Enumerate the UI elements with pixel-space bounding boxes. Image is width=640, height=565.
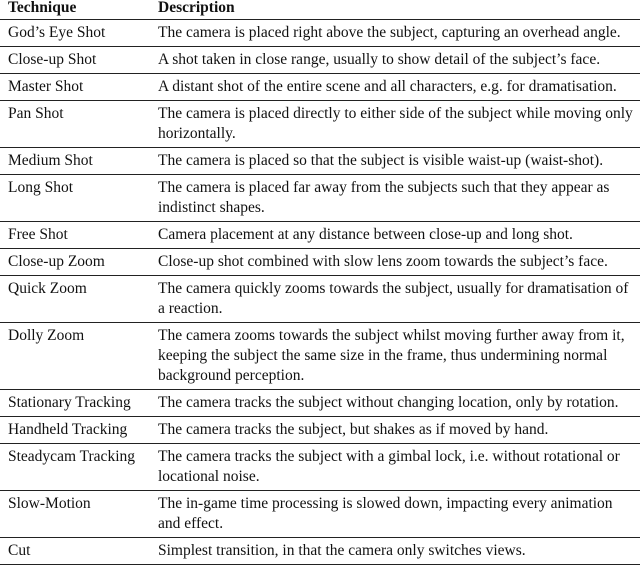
table-row	[0, 148, 640, 175]
description-cell: The camera is placed right above the subject, capturing an overhead angle.	[152, 20, 640, 47]
technique-cell: Pan Shot	[0, 101, 152, 148]
description-cell: The camera tracks the subject, but shakes as if moved by hand.	[152, 417, 640, 444]
technique-cell: Close-up Shot	[0, 47, 152, 74]
description-cell: A distant shot of the entire scene and all characters, e.g. for dramatisation.	[152, 74, 640, 101]
technique-cell: Quick Zoom	[0, 276, 152, 323]
table-row	[0, 444, 640, 491]
technique-cell: Medium Shot	[0, 148, 152, 175]
technique-cell: Handheld Tracking	[0, 417, 152, 444]
description-cell: The camera quickly zooms towards the subject, usually for dramatisation of a reaction.	[152, 276, 640, 323]
description-cell: The camera is placed directly to either side of the subject while moving only horizontally.	[152, 101, 640, 148]
technique-cell: Free Shot	[0, 222, 152, 249]
description-cell: The camera zooms towards the subject whilst moving further away from it, keeping the subject the same size in the frame, thus undermining normal background perception.	[152, 323, 640, 390]
table-row	[0, 390, 640, 417]
table-row	[0, 20, 640, 47]
header-description: Description	[152, 0, 640, 20]
table-row	[0, 249, 640, 276]
technique-cell: Slow-Motion	[0, 491, 152, 538]
description-cell: Camera placement at any distance between close-up and long shot.	[152, 222, 640, 249]
table-row	[0, 222, 640, 249]
technique-cell: Dolly Zoom	[0, 323, 152, 390]
technique-cell: Cut	[0, 538, 152, 565]
table-body	[0, 20, 640, 565]
header-row	[0, 0, 640, 20]
description-cell: The camera is placed far away from the subjects such that they appear as indistinct shapes.	[152, 175, 640, 222]
technique-cell: Steadycam Tracking	[0, 444, 152, 491]
table-row	[0, 276, 640, 323]
description-cell: Simplest transition, in that the camera only switches views.	[152, 538, 640, 565]
technique-cell: Long Shot	[0, 175, 152, 222]
description-cell: The camera is placed so that the subject is visible waist-up (waist-shot).	[152, 148, 640, 175]
description-cell: The in-game time processing is slowed down, impacting every animation and effect.	[152, 491, 640, 538]
table-row	[0, 323, 640, 390]
table-row	[0, 74, 640, 101]
header-technique: Technique	[0, 0, 152, 20]
technique-cell: Stationary Tracking	[0, 390, 152, 417]
table-row	[0, 101, 640, 148]
description-cell: The camera tracks the subject without changing location, only by rotation.	[152, 390, 640, 417]
technique-cell: Close-up Zoom	[0, 249, 152, 276]
description-cell: Close-up shot combined with slow lens zoom towards the subject’s face.	[152, 249, 640, 276]
technique-cell: God’s Eye Shot	[0, 20, 152, 47]
table-row	[0, 538, 640, 565]
table-row	[0, 491, 640, 538]
table-row	[0, 47, 640, 74]
description-cell: The camera tracks the subject with a gimbal lock, i.e. without rotational or locational noise.	[152, 444, 640, 491]
table-row	[0, 417, 640, 444]
description-cell: A shot taken in close range, usually to show detail of the subject’s face.	[152, 47, 640, 74]
table-row	[0, 175, 640, 222]
technique-cell: Master Shot	[0, 74, 152, 101]
